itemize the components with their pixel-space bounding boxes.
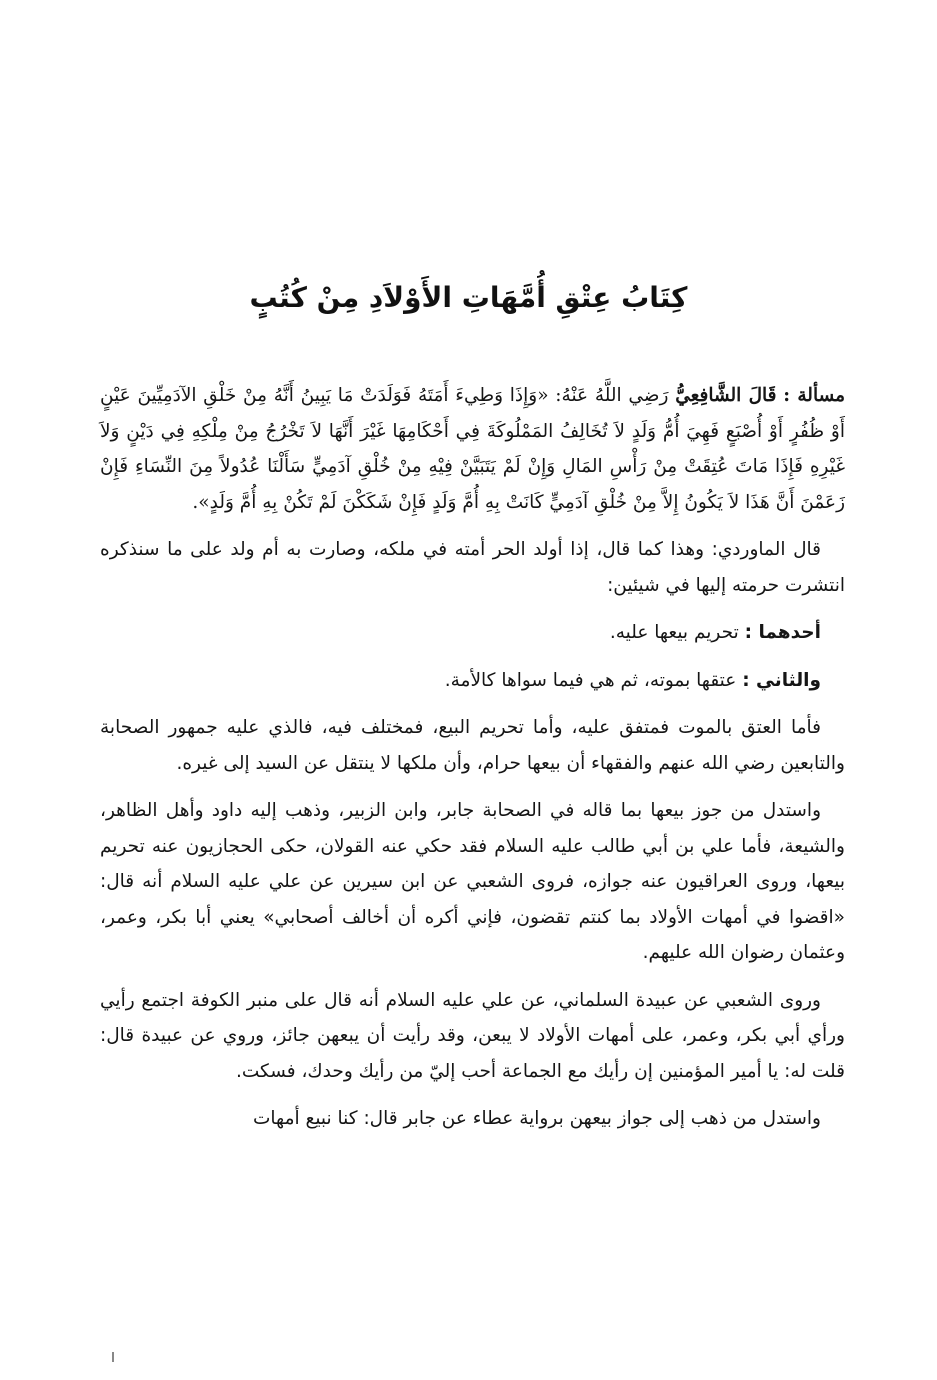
body-text: [100, 378, 845, 1149]
page-mark: [112, 1352, 114, 1362]
paragraph: قال الماوردي: وهذا كما قال، إذا أولد الحر أمته في ملكه، وصارت به أم ولد على ما سنذكره انتشرت حرمته إليها في شيئين:: [100, 539, 845, 596]
item-two: [100, 663, 845, 699]
item-two-label: والثاني :: [742, 669, 821, 691]
item-one-label: أحدهما :: [744, 622, 821, 643]
chapter-title: كِتَابُ عِتْقِ أُمَّهَاتِ الأَوْلاَدِ مِنْ كُتُبٍ: [249, 281, 688, 314]
masala-text: رَضِي اللَّهُ عَنْهُ: «وَإِذَا وَطِيءَ أَمَتَهُ فَوَلَدَتْ مَا يَبِينُ أَنَّهُ مِنْ خَلْقِ الآدَمِيِّينَ عَيْنٍ أَوْ ظُفُرٍ أَوْ أُصْبَعٍ فَهِيَ أُمُّ وَلَدٍ لاَ تُخَالِفُ المَمْلُوكَةَ فِي أَحْكَامِهَا غَيْرَ أَنَّهَا لاَ تَخْرُجُ مِنْ مِلْكِهِ فِي دَيْنٍ وَلاَ غَيْرِهِ فَإِذَا مَاتَ عُتِقَتْ مِنْ رَأْسِ المَالِ وَإِنْ لَمْ يَتَبَيَّنْ فِيْهِ مِنْ خُلْقِ آدَمِيٍّ سَأَلْنَا عُدُولاً مِنَ النِّسَاءِ فَإِنْ زَعَمْنَ أَنَّ هَذَا لاَ يَكُونُ إِلاَّ مِنْ خُلْقِ آدَمِيٍّ كَانَتْ بِهِ أُمَّ وَلَدٍ فَإِنْ شَكَكْنَ لَمْ تَكُنْ بِهِ أُمَّ وَلَدٍ».: [100, 385, 845, 513]
item-one: [100, 615, 845, 651]
masala-label: مسألة :: [783, 385, 845, 406]
masala-paragraph: [100, 378, 845, 520]
paragraph: واستدل من جوز بيعها بما قاله في الصحابة جابر، وابن الزبير، وذهب إليه داود وأهل الظاهر، والشيعة، فأما علي بن أبي طالب عليه السلام فقد حكي عنه القولان، حكى الحجازيون عنه تحريم بيعها، وروى العراقيون عنه جوازه، فروى الشعبي عن ابن سيرين عن علي عليه السلام أنه قال: «اقضوا في أمهات الأولاد بما كنتم تقضون، فإني أكره أن أخالف أصحابي» يعني أبا بكر، وعمر، وعثمان رضوان الله عليهم.: [100, 800, 845, 963]
item-one-text: تحريم بيعها عليه.: [609, 622, 739, 643]
paragraph: وروى الشعبي عن عبيدة السلماني، عن علي عليه السلام أنه قال على منبر الكوفة اجتمع رأيي ورأي أبي بكر، وعمر، على أمهات الأولاد لا يبعن، وقد رأيت أن يبعهن جائز، وروي عن عبيدة قال: قلت له: يا أمير المؤمنين إن رأيك مع الجماعة أحب إليّ من رأيك وحدك، فسكت.: [100, 989, 845, 1082]
paragraph: واستدل من ذهب إلى جواز بيعهن برواية عطاء عن جابر قال: كنا نبيع أمهات: [252, 1108, 821, 1129]
masala-speaker: قَالَ الشَّافِعِيُّ: [675, 385, 777, 406]
item-two-text: عتقها بموته، ثم هي فيما سواها كالأمة.: [444, 669, 737, 691]
paragraph: فأما العتق بالموت فمتفق عليه، وأما تحريم البيع، فمختلف فيه، فالذي عليه جمهور الصحابة والتابعين رضي الله عنهم والفقهاء أن بيعها حرام، وأن ملكها لا ينتقل عن السيد إلى غيره.: [100, 717, 845, 774]
